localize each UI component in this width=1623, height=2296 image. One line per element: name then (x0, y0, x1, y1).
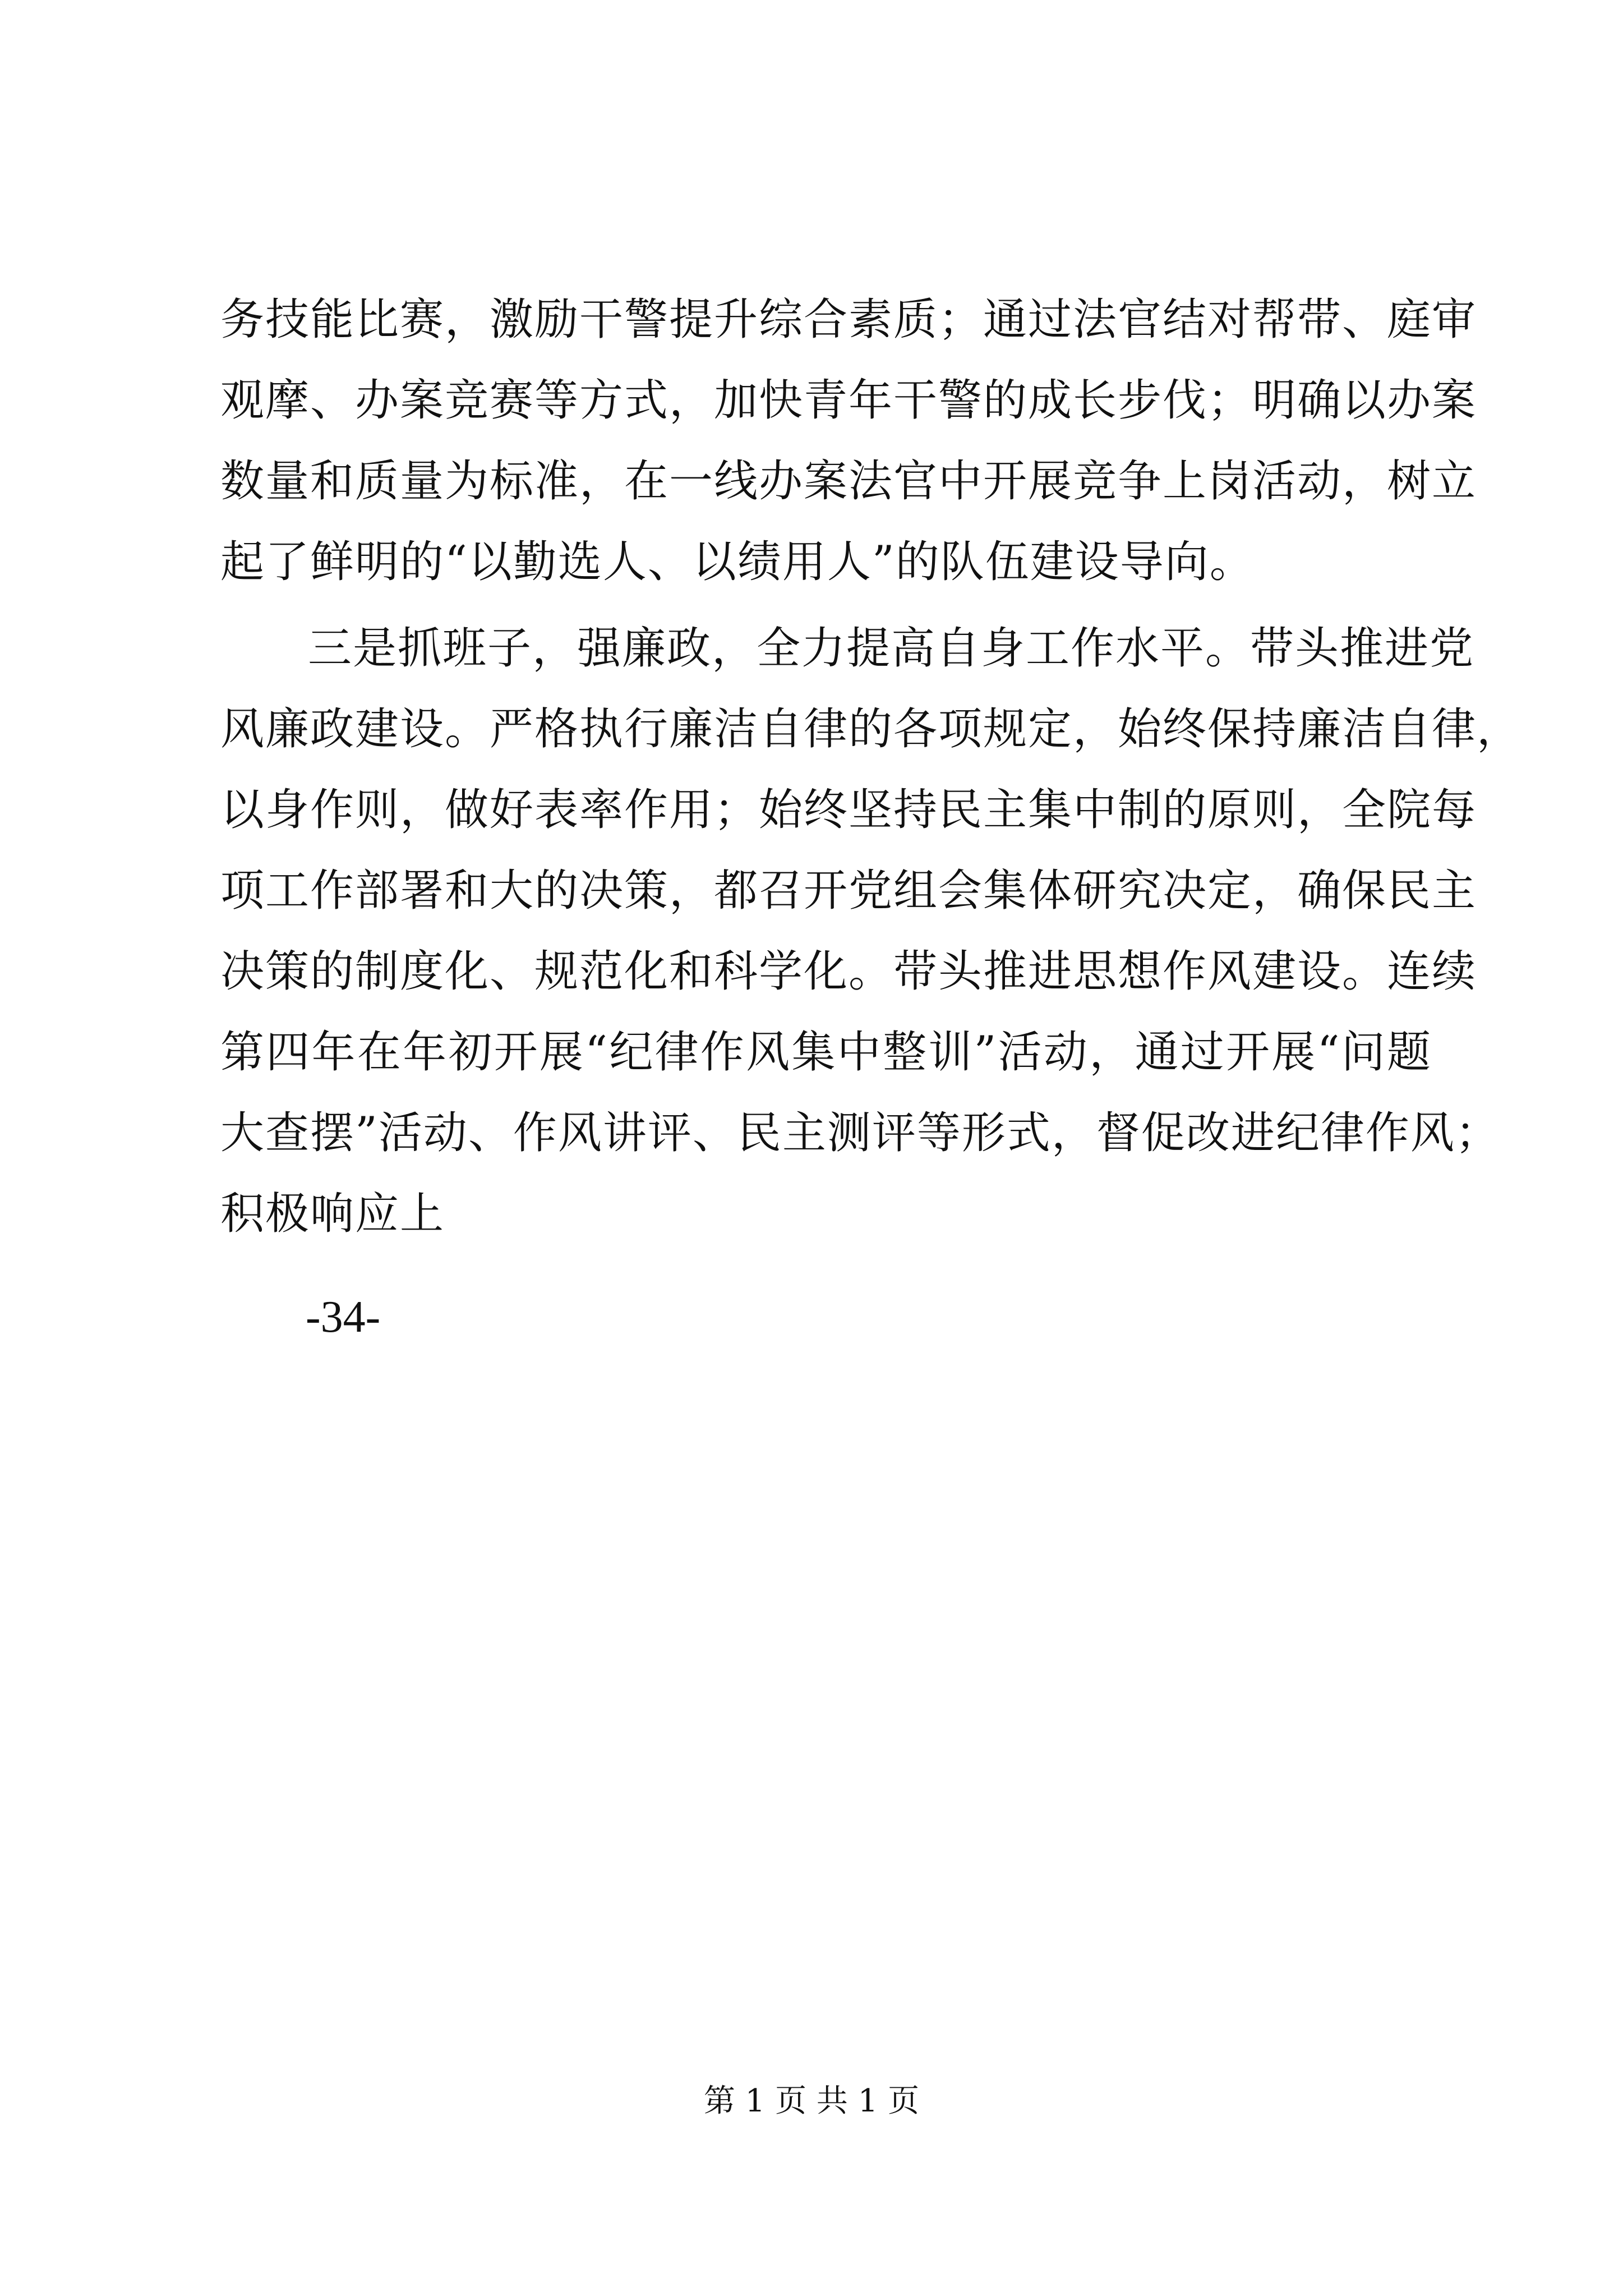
text-line: 大查摆”活动、作风讲评、民主测评等形式，督促改进纪律作风； (220, 1108, 1500, 1158)
text-line: 观摩、办案竞赛等方式，加快青年干警的成长步伐；明确以办案 (220, 375, 1477, 426)
text-line: 三是抓班子，强廉政，全力提高自身工作水平。带头推进党 (308, 623, 1475, 674)
text-line: 积极响应上 (220, 1189, 445, 1239)
text-line: 数量和质量为标准，在一线办案法官中开展竞争上岗活动，树立 (220, 456, 1477, 507)
body-text (220, 279, 1522, 1254)
text-line: 以身作则，做好表率作用；始终坚持民主集中制的原则，全院每 (220, 785, 1477, 835)
paragraph-gap (220, 602, 1432, 608)
page-footer: 第 1 页 共 1 页 (703, 2083, 920, 2119)
text-line: 起了鲜明的“以勤选人、以绩用人”的队伍建设导向。 (220, 537, 1255, 587)
page-marker: -34- (306, 1292, 381, 1342)
text-line: 务技能比赛，激励干警提升综合素质；通过法官结对帮带、庭审 (220, 295, 1477, 345)
text-line: 风廉政建设。严格执行廉洁自律的各项规定，始终保持廉洁自律， (220, 704, 1522, 754)
text-line: 决策的制度化、规范化和科学化。带头推进思想作风建设。连续 (220, 946, 1477, 997)
text-line: 项工作部署和大的决策，都召开党组会集体研究决定，确保民主 (220, 866, 1477, 916)
text-line: 第四年在年初开展“纪律作风集中整训”活动，通过开展“问题 (220, 1027, 1432, 1078)
